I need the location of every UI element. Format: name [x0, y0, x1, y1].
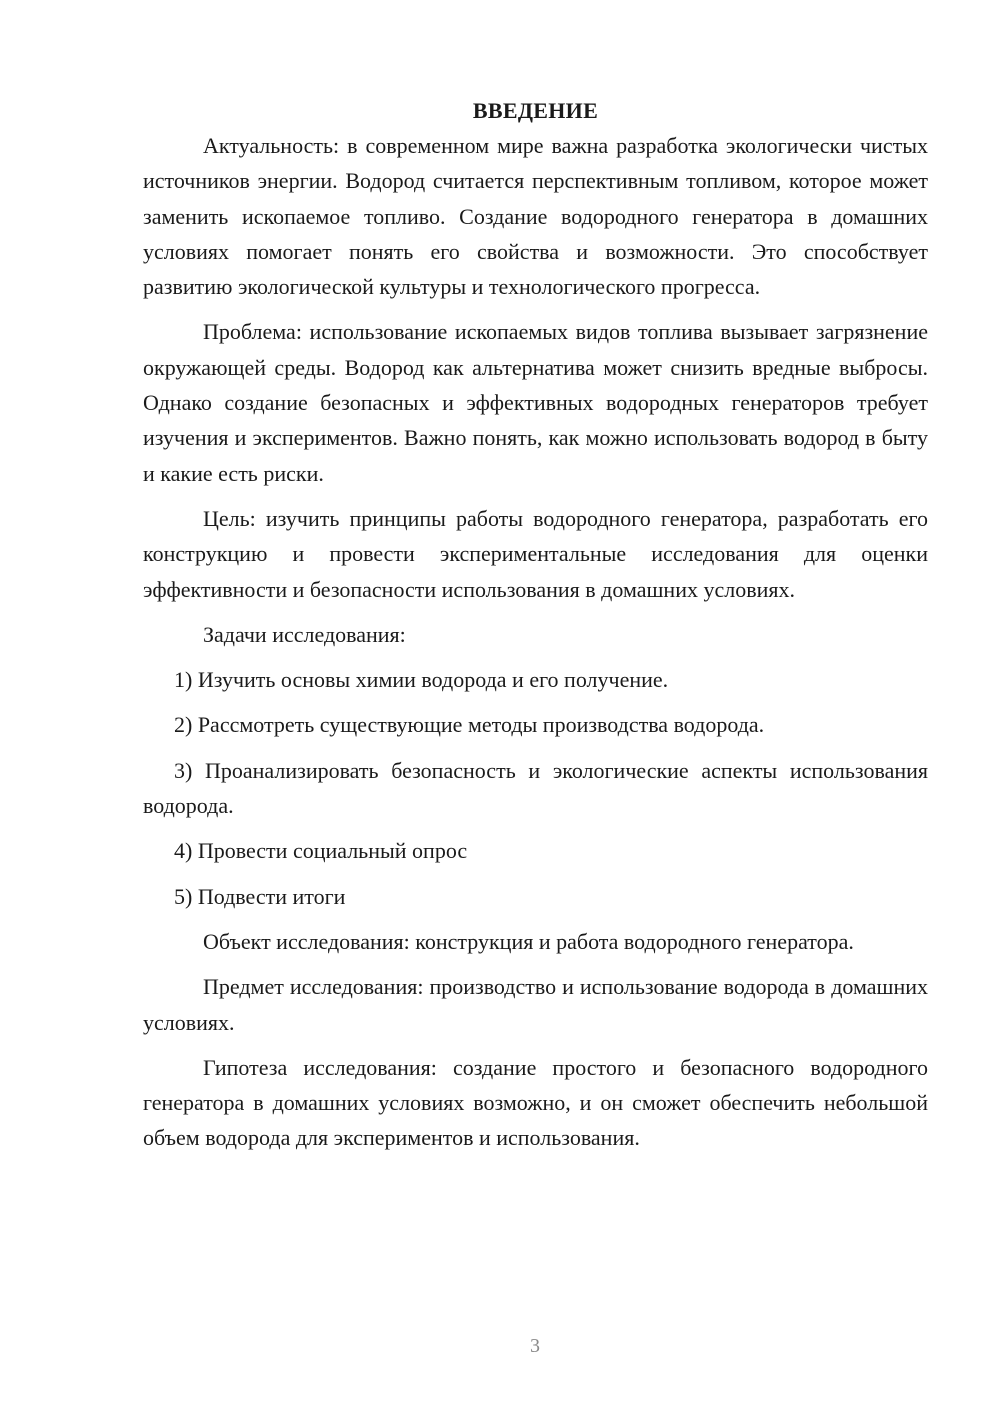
tasks-heading: Задачи исследования: — [203, 621, 406, 647]
page-number: 3 — [530, 1335, 540, 1357]
task-item-1: 1) Изучить основы химии водорода и его получение. — [174, 667, 669, 693]
goal-paragraph: Цель: изучить принципы работы водородного генератора, разработать его конструкцию и провести экспериментальные исследования для оценки эффективности и безопасности использования в домашних условиях. — [143, 505, 928, 602]
task-item-5: 5) Подвести итоги — [174, 883, 346, 909]
task-item-4: 4) Провести социальный опрос — [174, 838, 468, 864]
hypothesis-paragraph: Гипотеза исследования: создание простого и безопасного водородного генератора в домашних условиях возможно, и он сможет обеспечить небольшой объем водорода для экспериментов и использования. — [143, 1054, 928, 1151]
object-paragraph: Объект исследования: конструкция и работа водородного генератора. — [203, 928, 854, 954]
relevance-paragraph: Актуальность: в современном мире важна разработка экологически чистых источников энергии. Водород считается перспективным топливом, которое может заменить ископаемое топливо. Создание водородного генератора в домашних условиях помогает понять его свойства и возможности. Это способствует развитию экологической культуры и технологического прогресса. — [143, 133, 928, 300]
section-title: ВВЕДЕНИЕ — [472, 98, 599, 123]
subject-paragraph: Предмет исследования: производство и использование водорода в домашних условиях. — [143, 974, 928, 1035]
task-item-2: 2) Рассмотреть существующие методы производства водорода. — [174, 712, 765, 738]
problem-paragraph: Проблема: использование ископаемых видов топлива вызывает загрязнение окружающей среды. Водород как альтернатива может снизить вредные выбросы. Однако создание безопасных и эффективных водородных генераторов требует изучения и экспериментов. Важно понять, как можно использовать водород в быту и какие есть риски. — [143, 319, 928, 486]
page-content — [143, 96, 928, 1156]
task-item-3: 3) Проанализировать безопасность и экологические аспекты использования водорода. — [143, 757, 928, 819]
